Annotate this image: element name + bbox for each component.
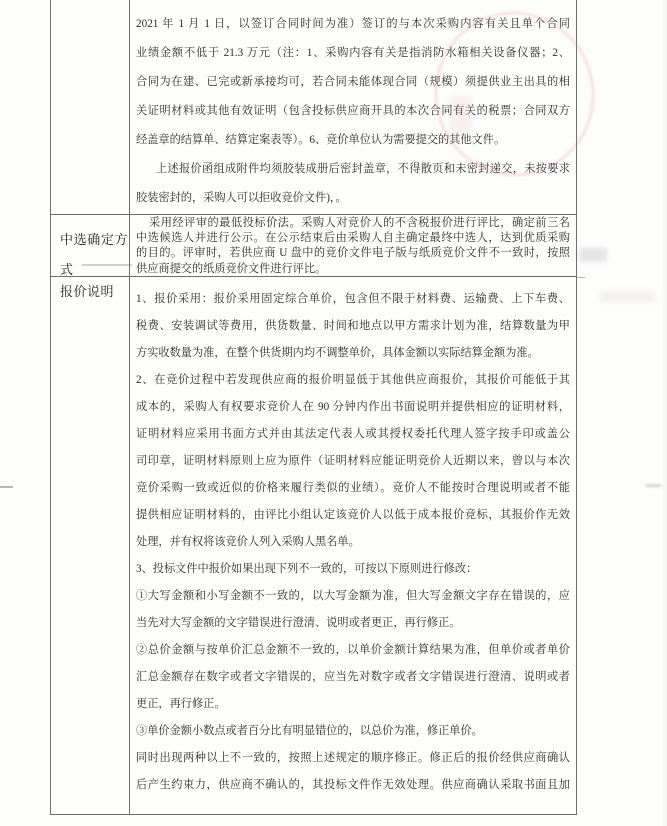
scan-smudge bbox=[600, 292, 655, 302]
text-line: 供应商提交的纸质竞价文件进行评比。 bbox=[136, 262, 327, 275]
text-line: 2021 年 1 月 1 日，以签订合同时间为准）签订的与本次采购内容有关且单个合同 bbox=[136, 18, 570, 30]
text-line: 税费、安装调试等费用，供货数量、时间和地点以甲方需求计划为准，结算数量为甲 bbox=[136, 320, 570, 332]
text-line: 中选候选人并进行公示。在公示结束后由采购人自主确定最终中选人，达到优质采购 bbox=[136, 232, 570, 245]
text-line: 经盖章的结算单、结算定案表等）。6、竞价单位认为需要提交的其他文件。 bbox=[136, 134, 506, 146]
text-line: 胶装密封的，采购人可以拒收竞价文件)，。 bbox=[136, 192, 347, 204]
row-label-cell bbox=[51, 277, 130, 814]
text-line: 司印章，证明材料原则上应为原件（证明材料应能证明竞价人近期以来，曾以与本次 bbox=[136, 455, 570, 467]
table-row-continuation bbox=[51, 0, 576, 215]
text-line: 关证明材料或其他有效证明（包含投标供应商开具的本次合同有关的税票；合同双方 bbox=[136, 105, 570, 117]
scan-smudge bbox=[579, 248, 607, 262]
text-line: ②总价金额与按单价汇总金额不一致的，以单价金额计算结果为准，但单价或者单价 bbox=[136, 644, 570, 656]
row-label-cell-empty bbox=[51, 0, 130, 214]
scan-smudge bbox=[646, 484, 661, 487]
text-line: 业绩金额不低于 21.3 万元（注：1、采购内容有关是指消防水箱相关设备仪器；2、 bbox=[136, 47, 570, 59]
text-line: 方实收数量为准，在整个供货期内均不调整单价，具体金额以实际结算金额为准。 bbox=[136, 347, 539, 359]
text-line: 证明材料应采用书面方式并由其法定代表人或其授权委托代理人签字按手印或盖公 bbox=[136, 428, 570, 440]
text-line: 当先对大写金额的文字错误进行澄清、说明或者更正，再行修正。 bbox=[136, 617, 461, 629]
text-line: ①大写金额和小写金额不一致的，以大写金额为准，但大写金额文字存在错误的，应 bbox=[136, 590, 570, 602]
scan-dash-artifact bbox=[82, 264, 132, 266]
text-line: 后产生约束力，供应商不确认的，其投标文件作无效处理。供应商确认采取书面且加 bbox=[136, 779, 570, 791]
border-overhang-artifact bbox=[577, 277, 585, 278]
row-content-quotation-notes bbox=[130, 277, 576, 814]
text-line: 的目的。评审时，若供应商 U 盘中的竞价文件电子版与纸质竞价文件不一致时，按照 bbox=[136, 247, 570, 260]
row-label: 报价说明 bbox=[60, 284, 115, 299]
text-line: 成本的，采购人有权要求竞价人在 90 分钟内作出书面说明并提供相应的证明材料， bbox=[136, 401, 570, 413]
text-line: 同时出现两种以上不一致的，按照上述规定的顺序修正。修正后的报价经供应商确认 bbox=[136, 752, 570, 764]
text-line: 处理，并有权将该竞价人列入采购人黑名单。 bbox=[136, 536, 360, 548]
text-line: 3、投标文件中报价如果出现下列不一致的，可按以下原则进行修改： bbox=[136, 563, 478, 575]
row-content-selection-method bbox=[130, 215, 576, 276]
text-line: 2、在竞价过程中若发现供应商的报价明显低于其他供应商报价，其报价可能低于其 bbox=[136, 374, 570, 386]
text-line: 汇总金额存在数字或者文字错误的，应当先对数字或者文字错误进行澄清、说明或者 bbox=[136, 671, 570, 683]
procurement-terms-table bbox=[50, 0, 577, 815]
row-content-continuation bbox=[130, 0, 576, 214]
page-edge-shade bbox=[661, 0, 667, 826]
text-line: 采用经评审的最低投标价法。采购人对竞价人的不含税报价进行评比，确定前三名 bbox=[149, 217, 570, 229]
row-label-cell bbox=[51, 215, 130, 276]
text-line: 更正，再行修正。 bbox=[136, 698, 226, 710]
row-label: 中选确定方式 bbox=[60, 232, 128, 277]
text-line: 1、报价采用：报价采用固定综合单价，包含但不限于材料费、运输费、上下车费、 bbox=[136, 293, 570, 305]
table-row-selection-method bbox=[51, 215, 576, 277]
text-line: 竞价采购一致或近似的价格来履行类似的业绩）。竞价人不能按时合理说明或者不能 bbox=[136, 482, 570, 494]
text-line: ③单价金额小数点或者百分比有明显错位的，以总价为准，修正单价。 bbox=[136, 725, 483, 737]
table-row-quotation-notes bbox=[51, 277, 576, 815]
text-line: 上述报价函组成附件均须胶装成册后密封盖章，不得散页和未密封递交，未按要求 bbox=[156, 163, 570, 175]
left-margin-mark bbox=[0, 486, 13, 488]
text-line: 合同为在建、已完或新承接均可，若合同未能体现合同（规模）须提供业主出具的相 bbox=[136, 76, 570, 88]
text-line: 提供相应证明材料的，由评比小组认定该竞价人以低于成本报价竞标，其报价作无效 bbox=[136, 509, 570, 521]
